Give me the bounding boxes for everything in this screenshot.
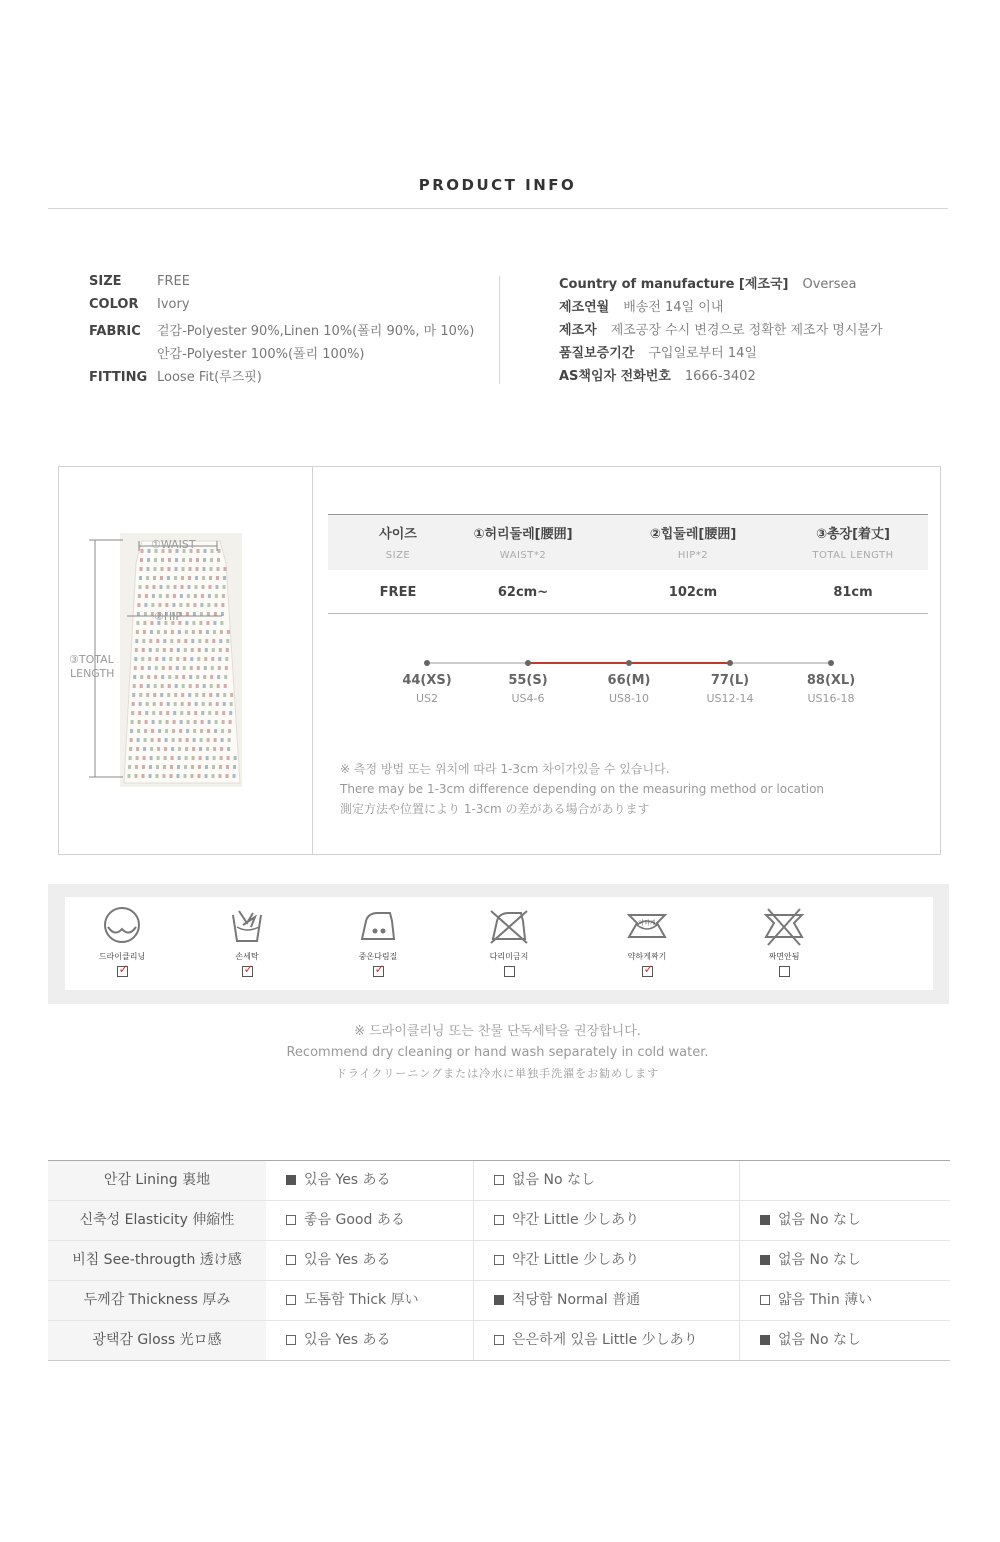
info-key: FABRIC (89, 324, 141, 339)
info-key: COLOR (89, 297, 139, 312)
info-value: Loose Fit(루즈핏) (157, 370, 262, 385)
care-label: 드라이클리닝 (98, 952, 146, 961)
info-value: 배송전 14일 이내 (623, 300, 724, 315)
column-divider (473, 1201, 474, 1240)
option-label: 도톰함 Thick 厚い (304, 1292, 419, 1308)
iron-medium-icon (358, 907, 398, 947)
column-divider (739, 1241, 740, 1280)
care-item (602, 907, 692, 977)
column-divider (473, 1321, 474, 1360)
info-value: 제조공장 수시 변경으로 정확한 제조자 명시불가 (610, 323, 883, 338)
feature-row (48, 1161, 950, 1201)
care-label: 중온다림질 (358, 952, 398, 961)
option-checkbox (286, 1255, 296, 1265)
column-divider (473, 1241, 474, 1280)
info-key: 품질보증기간 (559, 346, 635, 361)
cell-size: FREE (379, 585, 417, 600)
feature-name: 두께감 Thickness 厚み (48, 1281, 266, 1320)
info-value: 1666-3402 (684, 369, 756, 384)
feature-option (286, 1321, 391, 1360)
waist-label: ①WAIST (151, 538, 196, 551)
care-label: 손세탁 (235, 952, 259, 961)
option-checkbox (286, 1335, 296, 1345)
dry-cleaning-icon (102, 907, 142, 947)
info-row (89, 343, 365, 362)
info-row (89, 274, 190, 289)
care-item (202, 907, 292, 977)
option-label: 좋음 Good ある (304, 1212, 405, 1228)
size-scale-tick (382, 673, 472, 705)
info-row (559, 342, 757, 361)
care-item (77, 907, 167, 977)
care-checkbox (642, 962, 654, 977)
care-item (739, 907, 829, 977)
tick-us-size: US12-14 (706, 692, 754, 705)
checkmark-icon: ✓ (243, 962, 254, 976)
info-value: Ivory (157, 297, 190, 312)
option-checkbox (494, 1255, 504, 1265)
fabric-features-table (48, 1160, 950, 1361)
care-checkbox (779, 966, 790, 977)
checkmark-icon: ✓ (643, 962, 654, 976)
feature-row (48, 1321, 950, 1361)
feature-option (494, 1281, 640, 1320)
page-title: PRODUCT INFO (418, 176, 577, 194)
option-label: 얇음 Thin 薄い (778, 1292, 873, 1308)
column-divider (473, 1281, 474, 1320)
column-divider (739, 1281, 740, 1320)
option-checkbox (494, 1335, 504, 1345)
option-label: 적당함 Normal 普通 (512, 1292, 641, 1308)
option-checkbox (494, 1295, 504, 1305)
hip-label: ②HIP (154, 610, 183, 623)
tick-us-size: US16-18 (807, 692, 855, 705)
option-checkbox (760, 1335, 770, 1345)
feature-option (286, 1281, 419, 1320)
info-row (559, 319, 883, 338)
title-divider (48, 208, 948, 209)
care-checkbox (504, 966, 515, 977)
feature-option (494, 1241, 639, 1280)
feature-option (760, 1201, 861, 1240)
care-note (0, 1021, 995, 1084)
tick-us-size: US8-10 (609, 692, 649, 705)
option-label: 없음 No なし (778, 1212, 861, 1228)
column-divider (739, 1321, 740, 1360)
size-note-en: There may be 1-3cm difference depending on the measuring method or location (340, 782, 825, 796)
no-wring-icon (764, 907, 804, 947)
info-value: 겉감-Polyester 90%,Linen 10%(폴리 90%, 마 10%) (157, 324, 475, 339)
option-label: 없음 No なし (512, 1172, 595, 1188)
option-checkbox (494, 1175, 504, 1185)
tick-kr-size: 55(S) (508, 673, 548, 688)
info-row (559, 365, 756, 384)
care-item (333, 907, 423, 977)
option-checkbox (286, 1295, 296, 1305)
scale-dot (727, 660, 733, 666)
option-label: 있음 Yes ある (304, 1332, 391, 1348)
size-scale-tick (685, 673, 775, 705)
info-row (89, 297, 190, 312)
info-key: SIZE (89, 274, 122, 289)
scale-dot (424, 660, 430, 666)
info-value: 구입일로부터 14일 (648, 346, 757, 361)
column-divider (739, 1161, 740, 1200)
care-instructions (48, 884, 949, 1004)
care-note-en: Recommend dry cleaning or hand wash separately in cold water. (286, 1045, 709, 1060)
feature-option (494, 1201, 639, 1240)
cell-waist: 62cm~ (497, 585, 549, 600)
care-checkbox (117, 962, 129, 977)
care-label: 약하게짜기 (627, 952, 667, 961)
cell-hip: 102cm (668, 585, 718, 600)
size-scale-tick (786, 673, 876, 705)
option-label: 은은하게 있음 Little 少しあり (512, 1332, 698, 1348)
feature-option (494, 1321, 698, 1360)
info-key: 제조자 (559, 323, 597, 338)
tick-us-size: US4-6 (511, 692, 545, 705)
size-note-ko: ※ 측정 방법 또는 위치에 따라 1-3cm 차이가있을 수 있습니다. (340, 762, 670, 776)
header-hip: ②힙둘레[腰囲] HIP*2 (649, 527, 737, 561)
care-icons-panel (65, 897, 933, 990)
feature-row (48, 1201, 950, 1241)
info-row (559, 273, 856, 292)
checkmark-icon: ✓ (118, 962, 129, 976)
option-label: 없음 No なし (778, 1252, 861, 1268)
care-note-ko: ※ 드라이클리닝 또는 찬물 단독세탁을 권장합니다. (354, 1024, 641, 1039)
feature-option (286, 1241, 391, 1280)
feature-name: 안감 Lining 裏地 (48, 1161, 266, 1200)
feature-name: 비침 See-througth 透け感 (48, 1241, 266, 1280)
option-checkbox (286, 1175, 296, 1185)
option-checkbox (760, 1215, 770, 1225)
care-checkbox (373, 962, 385, 977)
info-row (89, 320, 474, 339)
info-value: 안감-Polyester 100%(폴리 100%) (157, 347, 365, 362)
info-row (559, 296, 723, 315)
option-label: 없음 No なし (778, 1332, 861, 1348)
feature-name: 신축성 Elasticity 伸縮性 (48, 1201, 266, 1240)
checkmark-icon: ✓ (374, 962, 385, 976)
size-scale-tick (483, 673, 573, 705)
info-key: AS책임자 전화번호 (559, 369, 671, 384)
size-chart-box (58, 466, 941, 855)
care-label: 다리미금지 (489, 952, 529, 961)
feature-option (494, 1161, 595, 1200)
feature-row (48, 1281, 950, 1321)
info-key: FITTING (89, 370, 148, 385)
option-checkbox (760, 1255, 770, 1265)
care-label: 짜면안됨 (768, 952, 800, 961)
header-size: 사이즈 SIZE (379, 527, 417, 561)
size-note (340, 759, 824, 819)
feature-option (760, 1281, 872, 1320)
hand-wash-icon (227, 907, 267, 947)
care-checkbox (242, 962, 254, 977)
option-label: 약간 Little 少しあり (512, 1212, 640, 1228)
info-key: Country of manufacture [제조국] (559, 277, 789, 292)
cell-total-length: 81cm (833, 585, 873, 600)
option-checkbox (494, 1215, 504, 1225)
column-divider (739, 1201, 740, 1240)
scale-dot (828, 660, 834, 666)
option-label: 있음 Yes ある (304, 1252, 391, 1268)
feature-option (760, 1321, 861, 1360)
no-iron-icon (489, 907, 529, 947)
tick-kr-size: 77(L) (710, 673, 750, 688)
header-waist: ①허리둘레[腰囲] WAIST*2 (473, 527, 573, 561)
info-row (89, 366, 262, 385)
tick-us-size: US2 (415, 692, 439, 705)
info-divider (499, 276, 500, 384)
care-item (464, 907, 554, 977)
care-icon-text: 약하게 (638, 920, 656, 927)
total-length-label-2: LENGTH (70, 667, 115, 680)
column-divider (473, 1161, 474, 1200)
tick-kr-size: 44(XS) (402, 673, 452, 688)
scale-dot (626, 660, 632, 666)
feature-row (48, 1241, 950, 1281)
gentle-wring-icon (627, 907, 667, 947)
care-note-jp: ドライクリーニングまたは冷水に単独手洗濯をお勧めします (335, 1067, 660, 1080)
header-total-length: ③총장[着丈] TOTAL LENGTH (812, 527, 894, 561)
size-scale-tick (584, 673, 674, 705)
info-value: Oversea (802, 277, 857, 292)
feature-option (760, 1241, 861, 1280)
info-key: 제조연월 (559, 300, 610, 315)
size-note-jp: 測定方法や位置により 1-3cm の差がある場合があります (340, 802, 650, 816)
tick-kr-size: 88(XL) (806, 673, 856, 688)
feature-option (286, 1161, 391, 1200)
option-label: 있음 Yes ある (304, 1172, 391, 1188)
tick-kr-size: 66(M) (607, 673, 651, 688)
option-checkbox (286, 1215, 296, 1225)
info-value: FREE (157, 274, 190, 289)
option-checkbox (760, 1295, 770, 1305)
scale-dot (525, 660, 531, 666)
feature-name: 광택감 Gloss 光ロ感 (48, 1321, 266, 1360)
option-label: 약간 Little 少しあり (512, 1252, 640, 1268)
feature-option (286, 1201, 405, 1240)
total-length-label-1: ③TOTAL (69, 653, 114, 666)
